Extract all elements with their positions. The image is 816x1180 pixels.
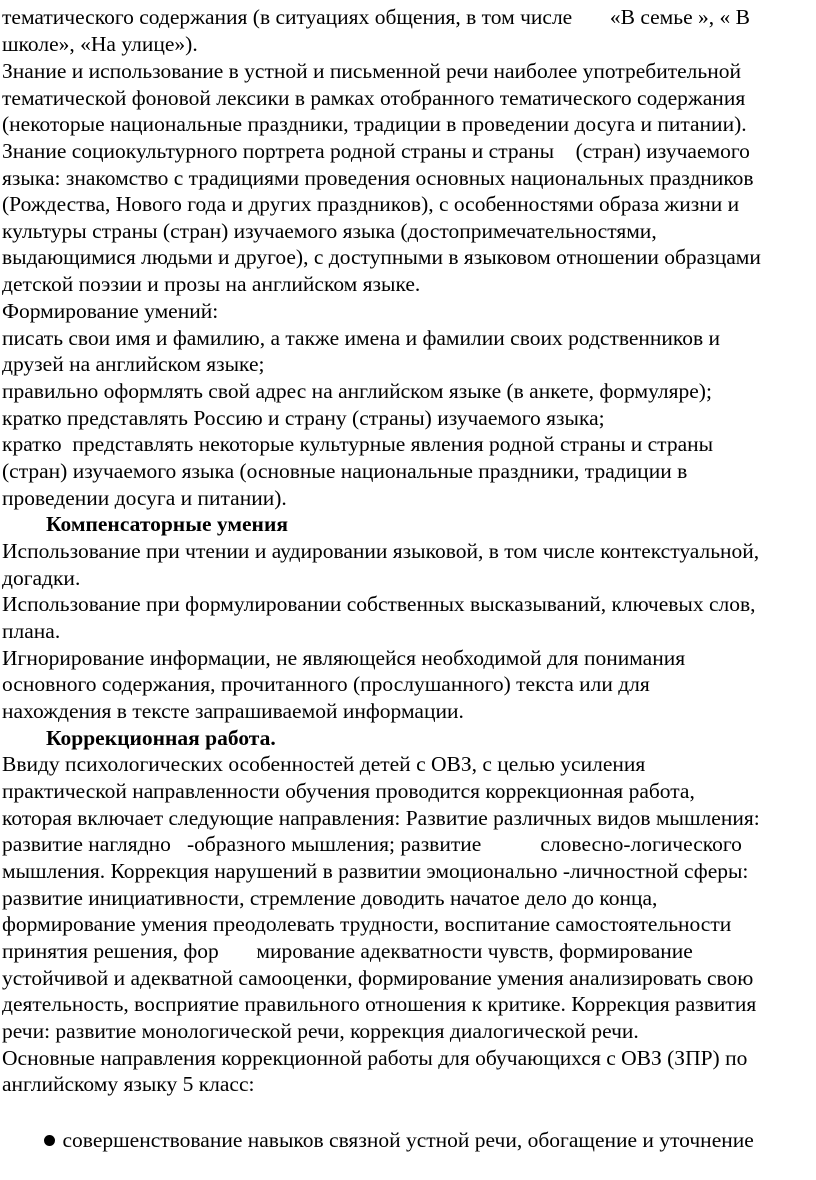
text-line: английскому языку 5 класс: — [2, 1072, 255, 1096]
text-line: развитие инициативности, стремление доводить начатое дело до конца, — [2, 886, 658, 910]
text-line: плана. — [2, 619, 61, 643]
text-line: школе», «На улице»). — [2, 32, 198, 56]
text-line: детской поэзии и прозы на английском языке. — [2, 272, 421, 296]
text-line: развитие наглядно -образного мышления; развитие словесно-логического — [2, 832, 742, 856]
text-line: формирование умения преодолевать трудности, воспитание самостоятельности — [2, 912, 732, 936]
text-line: Игнорирование информации, не являющейся необходимой для понимания — [2, 646, 686, 670]
text-line: нахождения в тексте запрашиваемой информации. — [2, 699, 464, 723]
text-line: Основные направления коррекционной работы для обучающихся с ОВЗ (ЗПР) по — [2, 1046, 748, 1070]
text-line: проведении досуга и питании). — [2, 486, 287, 510]
text-line: друзей на английском языке; — [2, 352, 265, 376]
text-line: устойчивой и адекватной самооценки, формирование умения анализировать свою — [2, 966, 754, 990]
text-line: культуры страны (стран) изучаемого языка (достопримечательностями, — [2, 219, 657, 243]
section-heading: Коррекционная работа. — [46, 726, 276, 750]
text-line: Использование при чтении и аудировании языковой, в том числе контекстуальной, — [2, 539, 760, 563]
text-line: выдающимися людьми и другое), с доступными в языковом отношении образцами — [2, 245, 761, 269]
bullet-text: совершенствование навыков связной устной речи, обогащение и уточнение — [62, 1127, 754, 1152]
text-line: (стран) изучаемого языка (основные национальные праздники, традиции в — [2, 459, 688, 483]
text-line: принятия решения, фор мирование адекватности чувств, формирование — [2, 939, 693, 963]
text-line: кратко представлять некоторые культурные явления родной страны и страны — [2, 432, 714, 456]
text-line: Знание социокультурного портрета родной страны и страны (стран) изучаемого — [2, 139, 750, 163]
text-line: догадки. — [2, 566, 81, 590]
text-line: Использование при формулировании собственных высказываний, ключевых слов, — [2, 592, 756, 616]
text-line: правильно оформлять свой адрес на английском языке (в анкете, формуляре); — [2, 379, 712, 403]
text-line: Ввиду психологических особенностей детей с ОВЗ, с целью усиления — [2, 752, 646, 776]
text-line: основного содержания, прочитанного (прослушанного) текста или для — [2, 672, 650, 696]
bullet-icon — [44, 1135, 55, 1146]
text-line: кратко представлять Россию и страну (страны) изучаемого языка; — [2, 406, 605, 430]
text-line: речи: развитие монологической речи, коррекция диалогической речи. — [2, 1019, 639, 1043]
bullet-item — [22, 1100, 754, 1180]
text-line: (Рождества, Нового года и других праздников), с особенностями образа жизни и — [2, 192, 740, 216]
text-line: деятельность, восприятие правильного отношения к критике. Коррекция развития — [2, 992, 757, 1016]
text-line: тематической фоновой лексики в рамках отобранного тематического содержания — [2, 86, 746, 110]
text-line: тематического содержания (в ситуациях общения, в том числе «В семье », « В — [2, 5, 750, 29]
text-line: мышления. Коррекция нарушений в развитии эмоционально -личностной сферы: — [2, 859, 749, 883]
text-line: которая включает следующие направления: Развитие различных видов мышления: — [2, 806, 760, 830]
text-line: языка: знакомство с традициями проведения основных национальных праздников — [2, 166, 754, 190]
text-line: Формирование умений: — [2, 299, 219, 323]
text-line: (некоторые национальные праздники, традиции в проведении досуга и питании). — [2, 112, 747, 136]
text-line: Знание и использование в устной и письменной речи наиболее употребительной — [2, 59, 741, 83]
text-line: практической направленности обучения проводится коррекционная работа, — [2, 779, 695, 803]
text-line: писать свои имя и фамилию, а также имена и фамилии своих родственников и — [2, 326, 721, 350]
section-heading: Компенсаторные умения — [46, 512, 288, 536]
